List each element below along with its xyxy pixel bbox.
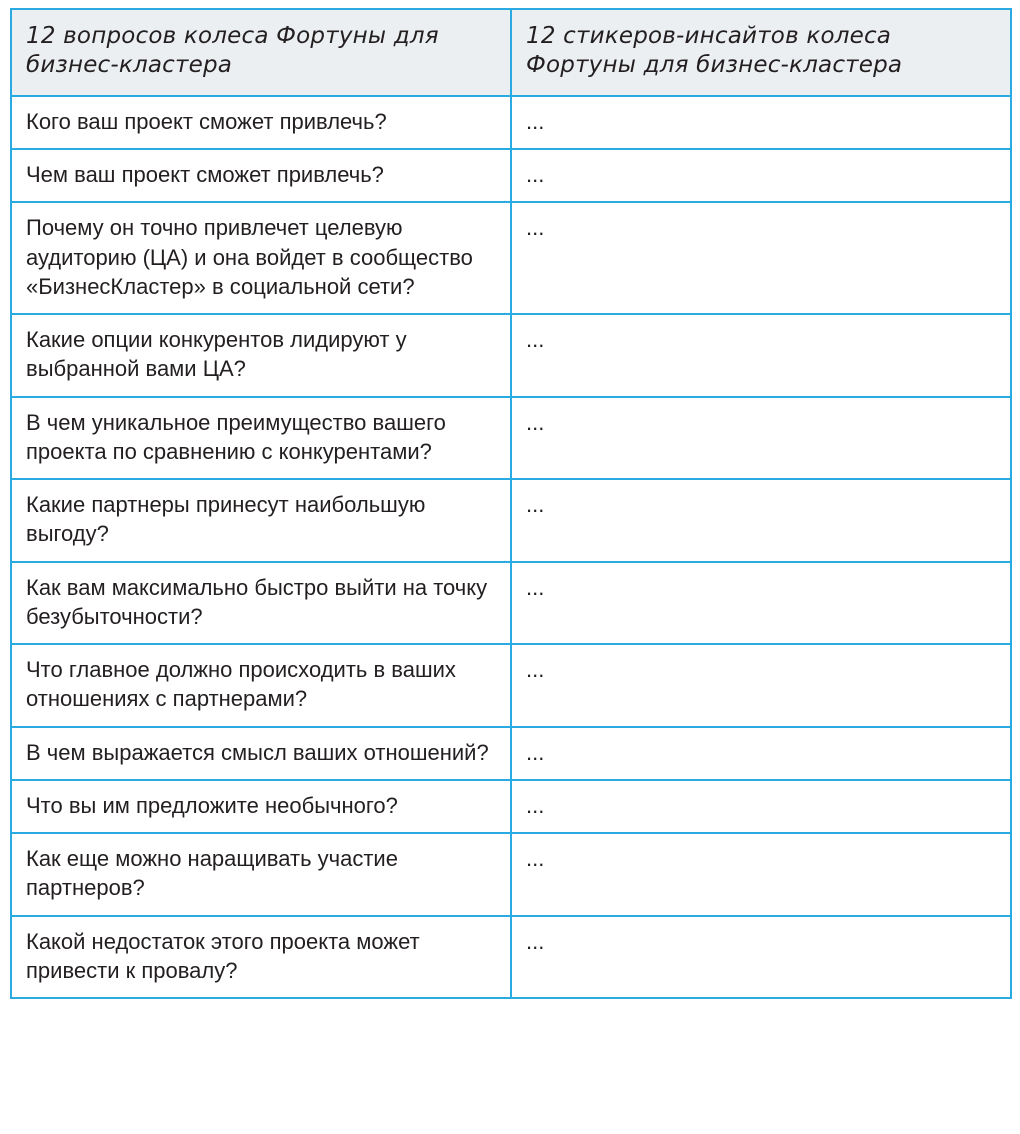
table-row — [11, 916, 1011, 999]
question-text: Почему он точно привлечет целевую аудиторию (ЦА) и она войдет в сообщество «БизнесКластер» в социальной сети? — [26, 215, 473, 299]
table-row — [11, 780, 1011, 833]
table-row — [11, 314, 1011, 397]
answer-cell[interactable] — [511, 780, 1011, 833]
question-cell — [11, 562, 511, 645]
question-text: Какие опции конкурентов лидируют у выбранной вами ЦА? — [26, 327, 407, 382]
answer-text: ... — [526, 327, 545, 353]
question-cell — [11, 780, 511, 833]
question-cell — [11, 96, 511, 149]
table-header-row — [11, 9, 1011, 96]
answer-text: ... — [526, 657, 545, 683]
question-text: Кого ваш проект сможет привлечь? — [26, 108, 387, 134]
question-cell — [11, 149, 511, 202]
question-text: Чем ваш проект сможет привлечь? — [26, 162, 384, 188]
answer-cell[interactable] — [511, 833, 1011, 916]
table-header — [11, 9, 1011, 96]
wheel-of-fortune-table — [10, 8, 1012, 999]
answer-cell[interactable] — [511, 96, 1011, 149]
question-cell — [11, 314, 511, 397]
table-row — [11, 479, 1011, 562]
answer-cell[interactable] — [511, 644, 1011, 727]
answer-cell[interactable] — [511, 202, 1011, 314]
answer-text: ... — [526, 492, 545, 518]
answer-text: ... — [526, 409, 545, 435]
answer-text: ... — [526, 108, 545, 134]
question-text: Что вы им предложите необычного? — [26, 792, 398, 818]
question-cell — [11, 397, 511, 480]
column-header-insights: 12 стикеров-инсайтов колеса Фортуны для бизнес-кластера — [511, 9, 1011, 96]
question-text: Как вам максимально быстро выйти на точку безубыточности? — [26, 574, 488, 629]
table-row — [11, 644, 1011, 727]
question-cell — [11, 833, 511, 916]
table-row — [11, 149, 1011, 202]
answer-cell[interactable] — [511, 562, 1011, 645]
question-text: Что главное должно происходить в ваших отношениях с партнерами? — [26, 657, 456, 712]
table-row — [11, 727, 1011, 780]
question-text: В чем уникальное преимущество вашего проекта по сравнению с конкурентами? — [26, 409, 446, 464]
answer-cell[interactable] — [511, 727, 1011, 780]
question-cell — [11, 644, 511, 727]
answer-cell[interactable] — [511, 149, 1011, 202]
answer-cell[interactable] — [511, 479, 1011, 562]
question-text: Какие партнеры принесут наибольшую выгоду? — [26, 492, 426, 547]
table-row — [11, 562, 1011, 645]
question-cell — [11, 479, 511, 562]
answer-cell[interactable] — [511, 397, 1011, 480]
table-row — [11, 397, 1011, 480]
answer-text: ... — [526, 846, 545, 872]
table-row — [11, 833, 1011, 916]
column-header-questions: 12 вопросов колеса Фортуны для бизнес-кластера — [11, 9, 511, 96]
answer-cell[interactable] — [511, 314, 1011, 397]
table-row — [11, 202, 1011, 314]
answer-text: ... — [526, 215, 545, 241]
answer-cell[interactable] — [511, 916, 1011, 999]
question-text: В чем выражается смысл ваших отношений? — [26, 739, 489, 765]
answer-text: ... — [526, 739, 545, 765]
answer-text: ... — [526, 928, 545, 954]
question-cell — [11, 916, 511, 999]
table-row — [11, 96, 1011, 149]
question-cell — [11, 202, 511, 314]
answer-text: ... — [526, 792, 545, 818]
answer-text: ... — [526, 162, 545, 188]
question-cell — [11, 727, 511, 780]
answer-text: ... — [526, 574, 545, 600]
question-text: Какой недостаток этого проекта может привести к провалу? — [26, 928, 420, 983]
question-text: Как еще можно наращивать участие партнеров? — [26, 846, 398, 901]
table-body — [11, 96, 1011, 998]
